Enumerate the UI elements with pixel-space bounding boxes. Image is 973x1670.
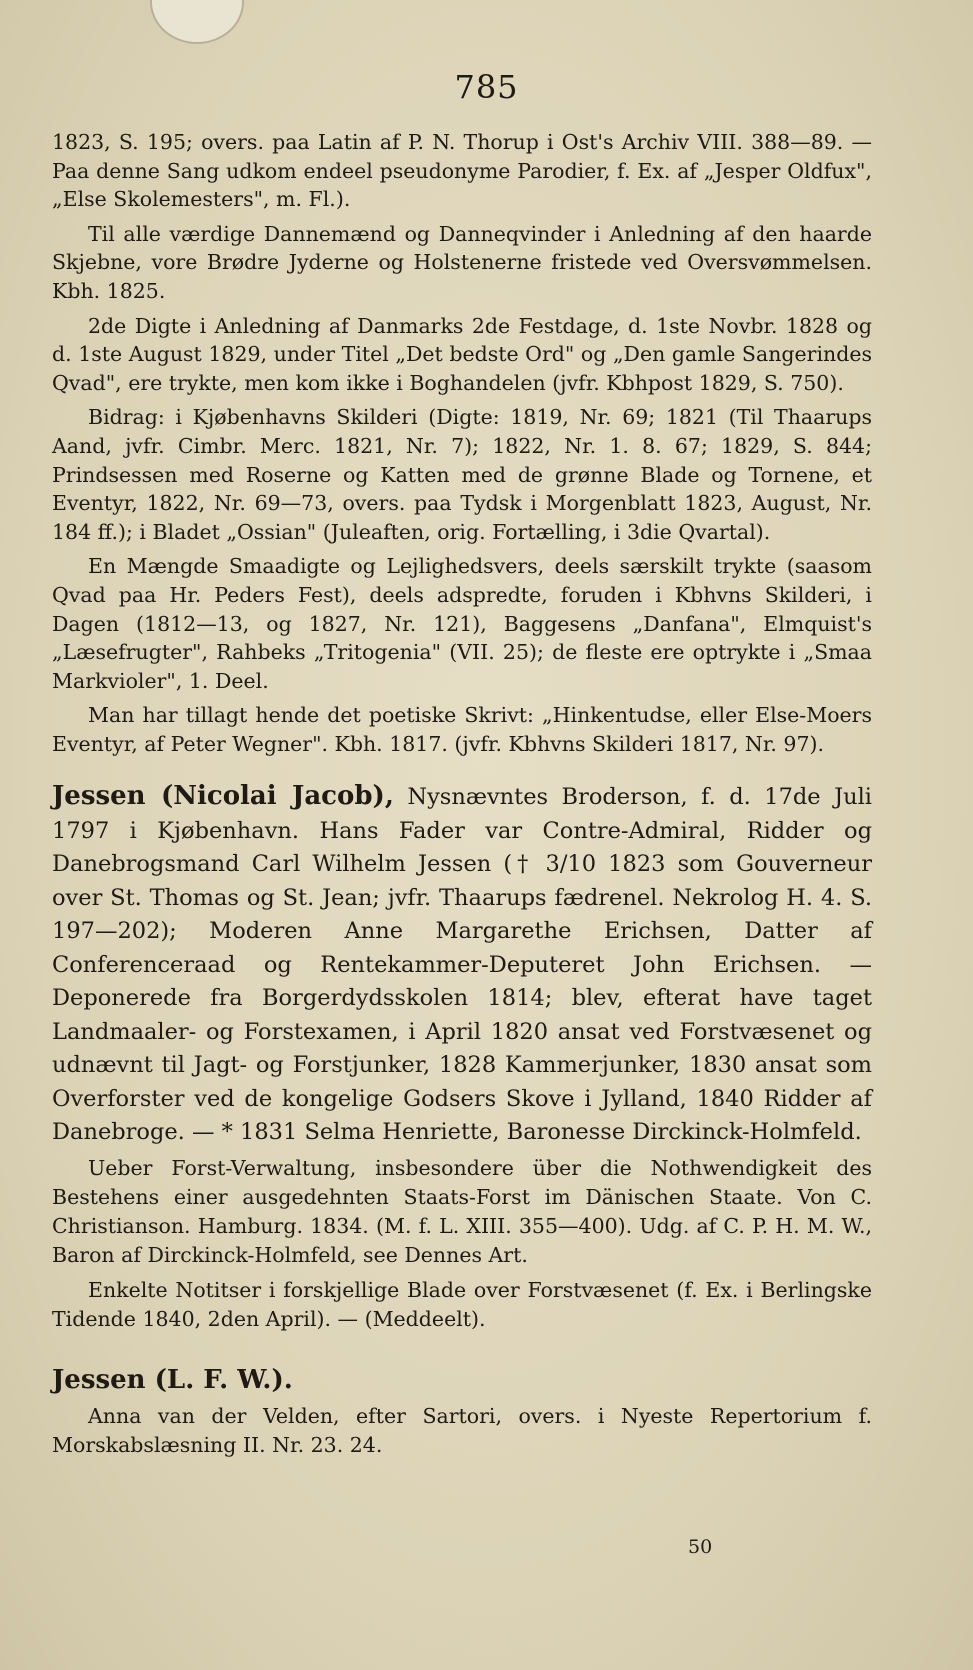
corner-stamp-mark xyxy=(150,0,244,44)
paragraph-bidrag: Bidrag: i Kjøbenhavns Skilderi (Digte: 1819, Nr. 69; 1821 (Til Thaarups Aand, jvfr. Cimbr. Merc. 1821, Nr. 7); 1822, Nr. 1. 8. 67; 1829, S. 844; Prindsessen med Roserne og Katten med de grønne Blade og Tornene, et Eventyr, 1822, Nr. 69—73, overs. paa Tydsk i Morgenblatt 1823, August, Nr. 184 ff.); i Bladet „Ossian" (Juleaften, orig. Fortælling, i 3die Qvartal). xyxy=(52,405,872,544)
paragraph-work-1825: Til alle værdige Dannemænd og Danneqvinder i Anledning af den haarde Skjebne, vore Brødre Jyderne og Holstenerne fristede ved Oversvømmelsen. Kbh. 1825. xyxy=(52,221,872,303)
paragraph-smaadigte: En Mængde Smaadigte og Lejlighedsvers, deels særskilt trykte (saasom Qvad paa Hr. Peders Fest), deels adspredte, foruden i Kbhvns Skilderi, i Dagen (1812—13, og 1827, Nr. 121), Baggesens „Danfana", Elmquist's „Læsefrugter", Rahbeks „Tritogenia" (VII. 25); de fleste ere optrykte i „Smaa Markvioler", 1. Deel. xyxy=(52,554,872,693)
entry-body: Nysnævntes Broderson, f. d. 17de Juli 1797 i Kjøbenhavn. Hans Fader var Contre-Admiral, Ridder og Danebrogsmand Carl Wilhelm Jessen († 3/10 1823 som Gouverneur over St. Thomas og St. Jean; jvfr. Thaarups fædrenel. Nekrolog H. 4. S. 197—202); Moderen Anne Margarethe Erichsen, Datter af Conferenceraad og Rentekammer-Deputeret John Erichsen. — Deponerede fra Borgerdydsskolen 1814; blev, efterat have taget Landmaaler- og Forstexamen, i April 1820 ansat ved Forstvæsenet og udnævnt til Jagt- og Forstjunker, 1828 Kammerjunker, 1830 ansat som Overforster ved de kongelige Godsers Skove i Jylland, 1840 Ridder af Danebroge. — * 1831 Selma Henriette, Baronesse Dirckinck-Holmfeld. xyxy=(52,784,873,1146)
page-number: 785 xyxy=(454,68,519,106)
entry-heading: Jessen (Nicolai Jacob), xyxy=(52,781,394,812)
paragraph-digte: 2de Digte i Anledning af Danmarks 2de Festdage, d. 1ste Novbr. 1828 og d. 1ste August 1829, under Titel „Det bedste Ord" og „Den gamle Sangerindes Qvad", ere trykte, men kom ikke i Boghandelen (jvfr. Kbhpost 1829, S. 750). xyxy=(52,313,872,395)
entry-work-anna: Anna van der Velden, efter Sartori, overs. i Nyeste Repertorium f. Morskabslæsning II. Nr. 23. 24. xyxy=(52,1404,872,1458)
entry-work-notitser: Enkelte Notitser i forskjellige Blade over Forstvæsenet (f. Ex. i Berlingske Tidende 1840, 2den April). — (Meddeelt). xyxy=(52,1277,872,1331)
entry-heading: Jessen (L. F. W.). xyxy=(52,1364,293,1395)
paragraph-continuation: 1823, S. 195; overs. paa Latin af P. N. Thorup i Ost's Archiv VIII. 388—89. — Paa denne Sang udkom endeel pseudonyme Parodier, f. Ex. af „Jesper Oldfux", „Else Skolemesters", m. Fl.). xyxy=(52,130,872,212)
entry-jessen-nicolai xyxy=(52,780,872,1150)
page-content xyxy=(52,128,872,1466)
paragraph-attributed: Man har tillagt hende det poetiske Skrivt: „Hinkentudse, eller Else-Moers Eventyr, af Peter Wegner". Kbh. 1817. (jvfr. Kbhvns Skilderi 1817, Nr. 97). xyxy=(52,703,872,756)
signature-mark: 50 xyxy=(688,1536,713,1558)
entry-work-forst-verwaltung: Ueber Forst-Verwaltung, insbesondere über die Nothwendigkeit des Bestehens einer ausgedehnten Staats-Forst im Dänischen Staate. Von C. Christianson. Hamburg. 1834. (M. f. L. XIII. 355—400). Udg. af C. P. H. M. W., Baron af Dirckinck-Holmfeld, see Dennes Art. xyxy=(52,1155,872,1267)
entry-jessen-lfw xyxy=(52,1364,872,1399)
